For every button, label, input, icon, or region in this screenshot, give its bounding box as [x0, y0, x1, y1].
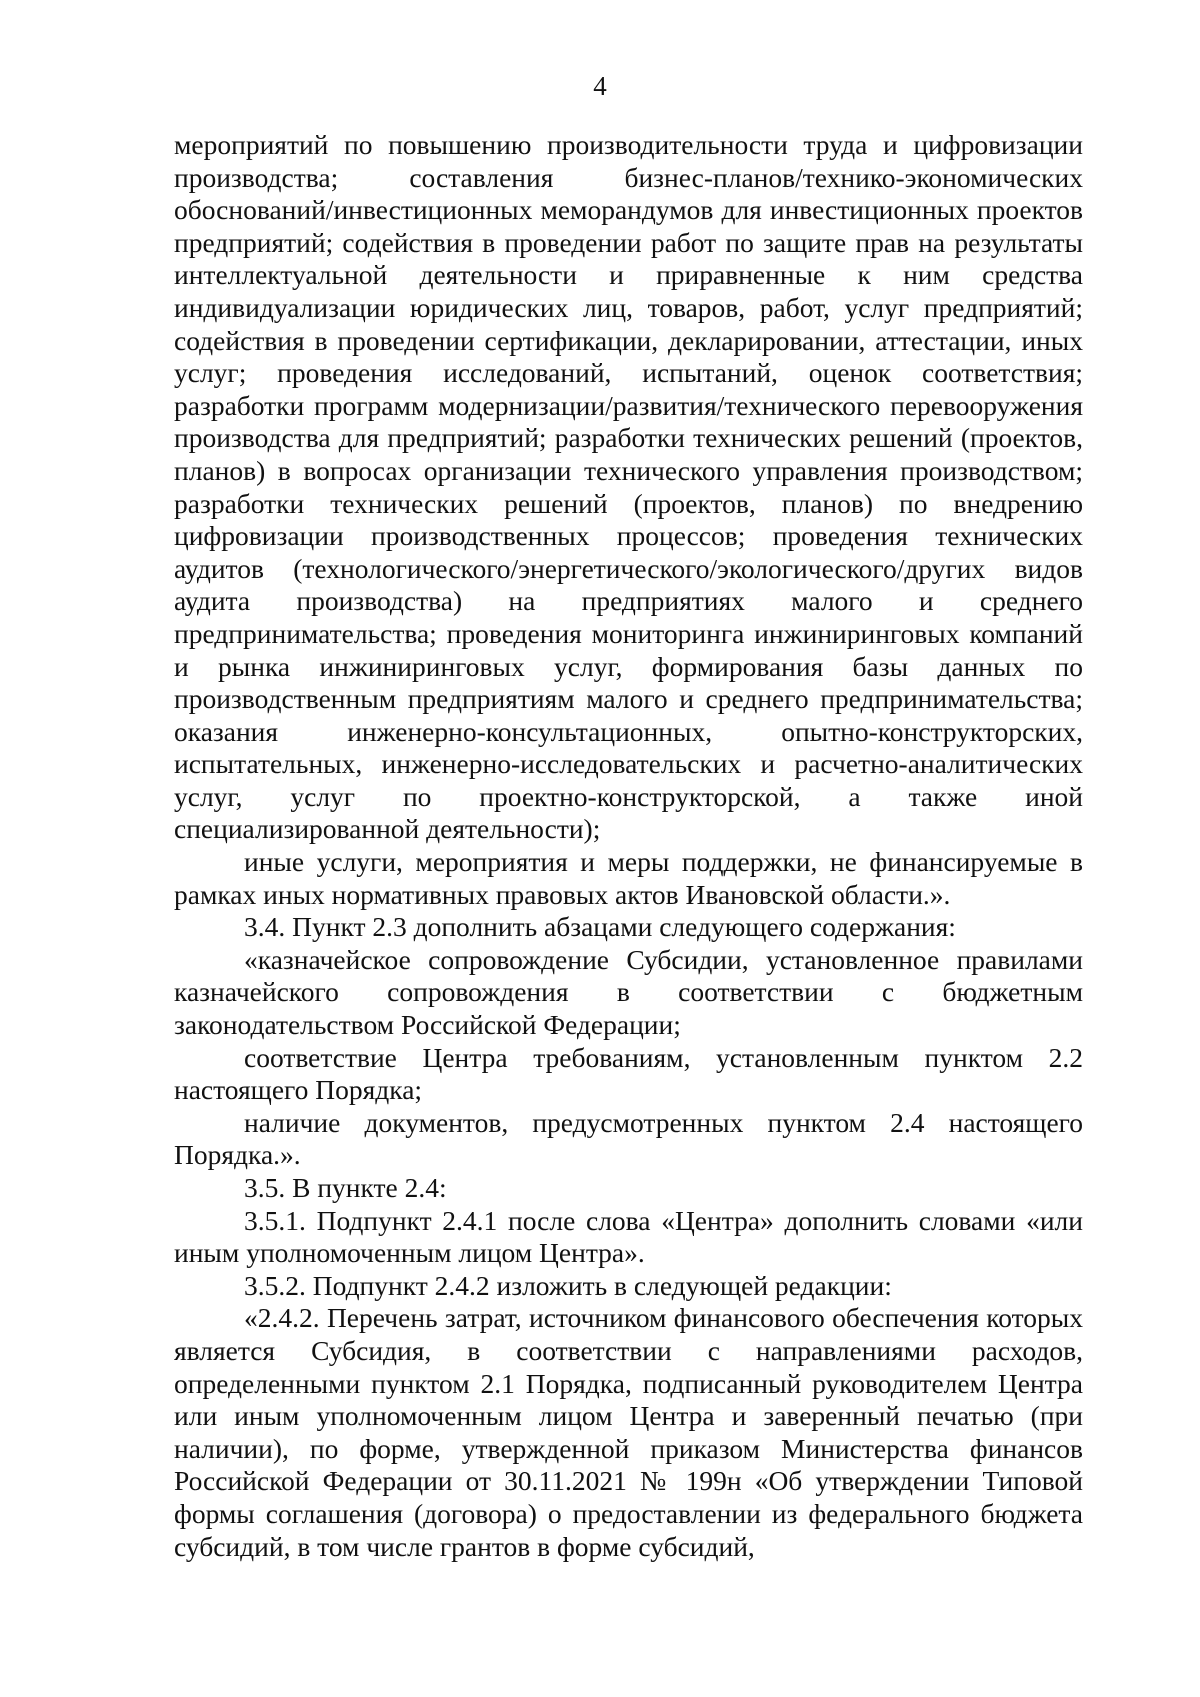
- page-number: 4: [593, 71, 607, 101]
- paragraph-8: 3.5.1. Подпункт 2.4.1 после слова «Центра» дополнить словами «или иным уполномоченным лицом Центра».: [174, 1204, 1083, 1269]
- paragraph-10: «2.4.2. Перечень затрат, источником финансового обеспечения которых является Субсидия, в соответствии с направлениями расходов, определенными пунктом 2.1 Порядка, подписанный руководителем Центра или иным уполномоченным лицом Центра и заверенный печатью (при наличии), по форме, утвержденной приказом Министерства финансов Российской Федерации от 30.11.2021 № 199н «Об утверждении Типовой формы соглашения (договора) о предоставлении из федерального бюджета субсидий, в том числе грантов в форме субсидий,: [174, 1302, 1083, 1562]
- paragraph-9: 3.5.2. Подпункт 2.4.2 изложить в следующей редакции:: [244, 1269, 892, 1301]
- paragraph-5: соответствие Центра требованиям, установленным пунктом 2.2 настоящего Порядка;: [174, 1041, 1083, 1106]
- paragraph-7: 3.5. В пункте 2.4:: [244, 1172, 447, 1203]
- paragraph-3: 3.4. Пункт 2.3 дополнить абзацами следующего содержания:: [244, 911, 956, 943]
- paragraph-2: иные услуги, мероприятия и меры поддержки, не финансируемые в рамках иных нормативных правовых актов Ивановской области.».: [174, 846, 1083, 910]
- paragraph-1: мероприятий по повышению производительности труда и цифровизации производства; составления бизнес-планов/технико-экономических обоснований/инвестиционных меморандумов для инвестиционных проектов предприятий; содействия в проведении работ по защите прав на результаты интеллектуальной деятельности и приравненные к ним средства индивидуализации юридических лиц, товаров, работ, услуг предприятий; содействия в проведении сертификации, декларировании, аттестации, иных услуг; проведения исследований, испытаний, оценок соответствия; разработки программ модернизации/развития/технического перевооружения производства для предприятий; разработки технических решений (проектов, планов) в вопросах организации технического управления производством; разработки технических решений (проектов, планов) по внедрению цифровизации производственных процессов; проведения технических аудитов (технологического/энергетического/экологического/других видов аудита производства) на предприятиях малого и среднего предпринимательства; проведения мониторинга инжиниринговых компаний и рынка инжиниринговых услуг, формирования базы данных по производственным предприятиям малого и среднего предпринимательства; оказания инженерно-консультационных, опытно-конструкторских, испытательных, инженерно-исследовательских и расчетно-аналитических услуг, услуг по проектно-конструкторской, а также иной специализированной деятельности);: [174, 129, 1083, 845]
- document-body: [174, 129, 1083, 1563]
- paragraph-6: наличие документов, предусмотренных пунктом 2.4 настоящего Порядка.».: [174, 1106, 1083, 1171]
- paragraph-4: «казначейское сопровождение Субсидии, установленное правилами казначейского сопровождения в соответствии с бюджетным законодательством Российской Федерации;: [174, 943, 1083, 1041]
